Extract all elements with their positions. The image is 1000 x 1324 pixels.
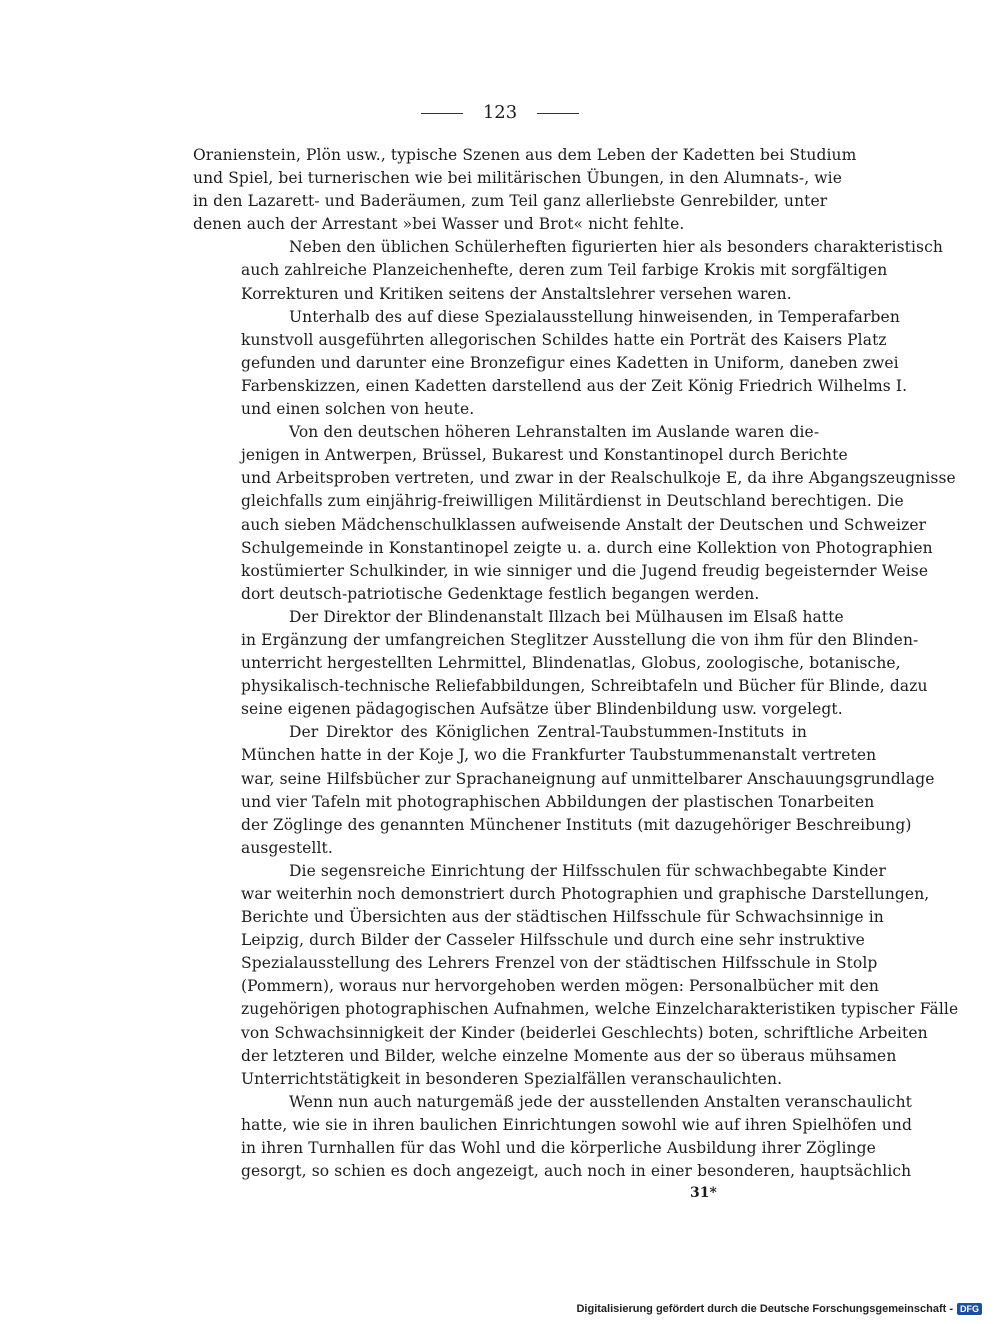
- paragraph: [193, 306, 908, 421]
- dfg-logo: DFG: [957, 1303, 982, 1315]
- text-line: dort deutsch-patriotische Gedenktage festlich begangen werden.: [241, 584, 760, 603]
- text-line: Unterrichtstätigkeit in besonderen Spezialfällen veranschaulichten.: [241, 1069, 783, 1088]
- text-line: in ihren Turnhallen für das Wohl und die körperliche Ausbildung ihrer Zöglinge: [241, 1139, 876, 1158]
- text-line: war, seine Hilfsbücher zur Sprachaneignung auf unmittelbarer Anschauungsgrundlage: [241, 769, 935, 788]
- header-rule-right: [537, 113, 579, 114]
- text-line: physikalisch-technische Reliefabbildungen, Schreibtafeln und Bücher für Blinde, dazu: [241, 677, 928, 696]
- text-line: unterricht hergestellten Lehrmittel, Blindenatlas, Globus, zoologische, botanische,: [241, 654, 901, 673]
- header-rule-left: [421, 113, 463, 114]
- text-line: auch zahlreiche Planzeichenhefte, deren zum Teil farbige Krokis mit sorgfältigen: [241, 261, 888, 280]
- text-line: und Arbeitsproben vertreten, und zwar in der Realschulkoje E, da ihre Abgangszeugnisse: [241, 469, 956, 488]
- text-line: Wenn nun auch naturgemäß jede der ausstellenden Anstalten veranschaulicht: [289, 1092, 913, 1111]
- text-line: hatte, wie sie in ihren baulichen Einrichtungen sowohl wie auf ihren Spielhöfen und: [241, 1115, 912, 1134]
- paragraph: [193, 144, 857, 236]
- text-line: seine eigenen pädagogischen Aufsätze über Blindenbildung usw. vorgelegt.: [241, 700, 843, 719]
- text-line: der letzteren und Bilder, welche einzelne Momente aus der so überaus mühsamen: [241, 1046, 897, 1065]
- text-line: Leipzig, durch Bilder der Casseler Hilfsschule und durch eine sehr instruktive: [241, 931, 865, 950]
- text-line: Farbenskizzen, einen Kadetten darstellend aus der Zeit König Friedrich Wilhelms I.: [241, 376, 908, 395]
- paragraph: [193, 236, 943, 305]
- text-line: Die segensreiche Einrichtung der Hilfsschulen für schwachbegabte Kinder: [289, 861, 886, 880]
- text-line: Neben den üblichen Schülerheften figurierten hier als besonders charakteristisch: [289, 238, 943, 257]
- text-line: kostümierter Schulkinder, in wie sinniger und die Jugend freudig begeisternder Weise: [241, 561, 929, 580]
- text-line: von Schwachsinnigkeit der Kinder (beiderlei Geschlechts) boten, schriftliche Arbeiten: [241, 1023, 928, 1042]
- text-line: denen auch der Arrestant »bei Wasser und Brot« nicht fehlte.: [193, 215, 685, 234]
- text-line: Oranienstein, Plön usw., typische Szenen aus dem Leben der Kadetten bei Studium: [193, 146, 857, 164]
- body-text: [193, 144, 959, 1183]
- signature-mark: 31*: [690, 1185, 717, 1201]
- text-line: Der Direktor des Königlichen Zentral-Taubstummen-Instituts in: [289, 723, 807, 742]
- text-line: und vier Tafeln mit photographischen Abbildungen der plastischen Tonarbeiten: [241, 792, 875, 811]
- text-line: in den Lazarett- und Baderäumen, zum Teil ganz allerliebste Genrebilder, unter: [193, 192, 828, 211]
- text-line: und einen solchen von heute.: [241, 400, 475, 419]
- text-line: gefunden und darunter eine Bronzefigur eines Kadetten in Uniform, daneben zwei: [241, 353, 899, 372]
- paragraph: [193, 1091, 913, 1183]
- text-line: Schulgemeinde in Konstantinopel zeigte u. a. durch eine Kollektion von Photographien: [241, 538, 933, 557]
- text-line: gesorgt, so schien es doch angezeigt, auch noch in einer besonderen, hauptsächlich: [241, 1162, 912, 1181]
- paragraph: [193, 721, 935, 860]
- text-line: jenigen in Antwerpen, Brüssel, Bukarest und Konstantinopel durch Berichte: [241, 446, 848, 465]
- text-line: war weiterhin noch demonstriert durch Photographien und graphische Darstellungen,: [241, 885, 930, 903]
- page-header: [0, 101, 1000, 125]
- text-line: Korrekturen und Kritiken seitens der Anstaltslehrer versehen waren.: [241, 284, 792, 303]
- paragraph: [193, 421, 956, 606]
- text-line: München hatte in der Koje J, wo die Frankfurter Taubstummenanstalt vertreten: [241, 746, 877, 765]
- text-line: Von den deutschen höheren Lehranstalten im Auslande waren die-: [289, 423, 820, 442]
- text-line: (Pommern), woraus nur hervorgehoben werden mögen: Personalbücher mit den: [241, 977, 879, 996]
- page-number: 123: [482, 102, 518, 123]
- footer-text: Digitalisierung gefördert durch die Deutsche Forschungsgemeinschaft -: [576, 1303, 953, 1315]
- text-line: gleichfalls zum einjährig-freiwilligen Militärdienst in Deutschland berechtigen. Die: [241, 492, 904, 511]
- paragraph: [193, 606, 928, 721]
- text-line: in Ergänzung der umfangreichen Steglitzer Ausstellung die von ihm für den Blinden-: [241, 630, 919, 649]
- text-line: Berichte und Übersichten aus der städtischen Hilfsschule für Schwachsinnige in: [241, 908, 884, 927]
- paragraph: [193, 860, 959, 1091]
- text-line: zugehörigen photographischen Aufnahmen, welche Einzelcharakteristiken typischer Fälle: [241, 1000, 959, 1019]
- text-line: der Zöglinge des genannten Münchener Instituts (mit dazugehöriger Beschreibung): [241, 815, 912, 834]
- text-line: kunstvoll ausgeführten allegorischen Schildes hatte ein Porträt des Kaisers Platz: [241, 330, 887, 349]
- text-line: ausgestellt.: [241, 838, 333, 857]
- text-line: Der Direktor der Blindenanstalt Illzach bei Mülhausen im Elsaß hatte: [289, 607, 844, 626]
- digitization-footer: [576, 1303, 982, 1315]
- text-line: Unterhalb des auf diese Spezialausstellung hinweisenden, in Temperafarben: [289, 307, 900, 326]
- text-line: und Spiel, bei turnerischen wie bei militärischen Übungen, in den Alumnats-, wie: [193, 169, 843, 188]
- text-line: Spezialausstellung des Lehrers Frenzel von der städtischen Hilfsschule in Stolp: [241, 954, 878, 973]
- text-line: auch sieben Mädchenschulklassen aufweisende Anstalt der Deutschen und Schweizer: [241, 515, 927, 534]
